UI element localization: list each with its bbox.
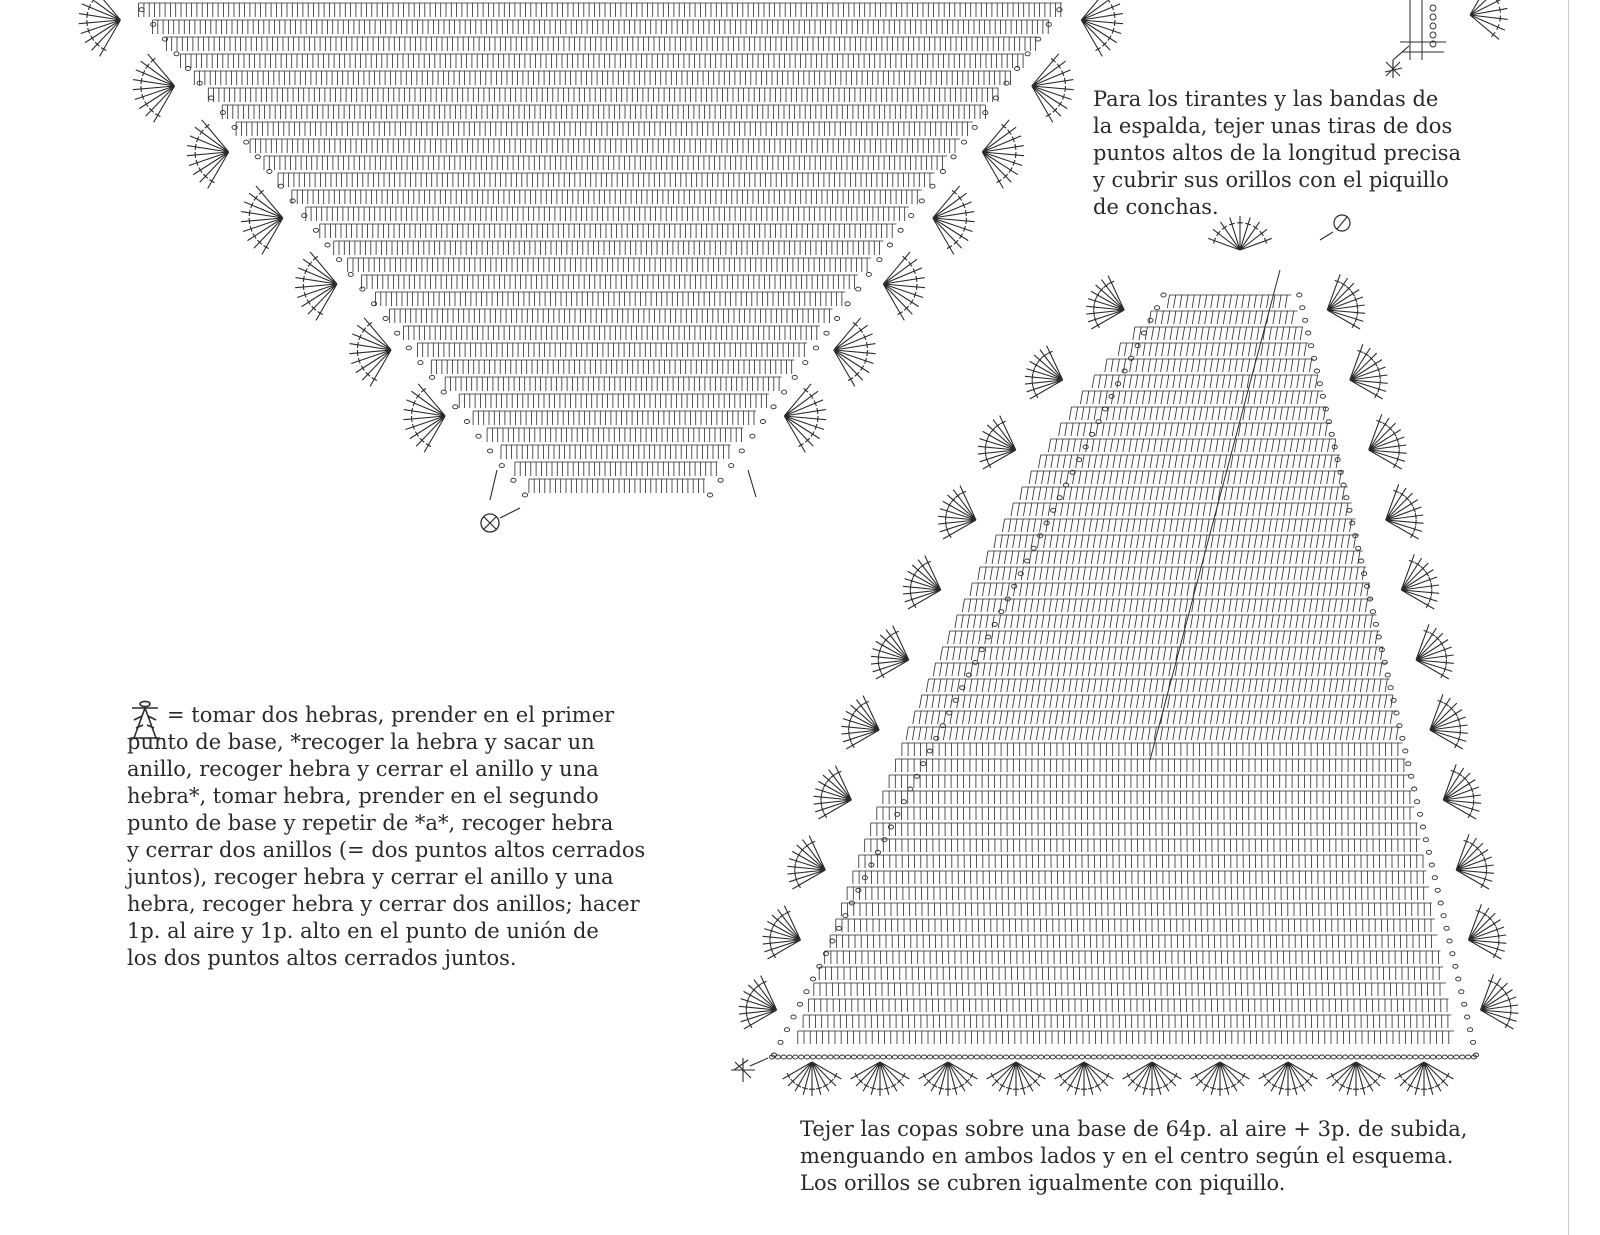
stitch-note-line: y cerrar dos anillos (= dos puntos altos cerrados <box>127 838 646 862</box>
cup-center-decrease <box>1150 270 1280 760</box>
stitch-note-line: = tomar dos hebras, prender en el primer <box>167 703 615 727</box>
shell-fan <box>814 766 852 819</box>
straps-note-line: y cubrir sus orillos con el piquillo <box>1093 168 1449 192</box>
stitch-note-line: hebra, recoger hebra y cerrar dos anillos; hacer <box>127 892 640 916</box>
shell-fan <box>1470 0 1508 39</box>
shell-fan <box>1191 1062 1250 1096</box>
shell-fan <box>79 0 121 56</box>
shell-fan <box>788 836 826 889</box>
shell-fan <box>851 1062 910 1096</box>
stitch-note-line: punto de base y repetir de *a*, recoger hebra <box>127 811 614 835</box>
shell-fan <box>1350 344 1388 399</box>
shell-fan <box>919 1062 978 1096</box>
shell-fan <box>841 696 879 749</box>
shell-fan <box>763 906 801 959</box>
page-edge-line <box>1568 0 1569 1235</box>
straps-note-line: la espalda, tejer unas tiras de dos <box>1093 114 1453 138</box>
chain-loop <box>1430 23 1436 29</box>
straps-note <box>1093 86 1461 221</box>
shell-fan <box>784 384 826 453</box>
cups-note-line: Tejer las copas sobre una base de 64p. al aire + 3p. de subida, <box>800 1117 1468 1141</box>
shell-fan <box>403 384 445 453</box>
cups-note-line: Los orillos se cubren igualmente con piquillo. <box>800 1171 1286 1195</box>
chain-loop <box>1430 5 1436 11</box>
shell-fan <box>1208 216 1272 250</box>
shell-fan <box>1327 1062 1386 1096</box>
shell-fan <box>1327 274 1365 329</box>
shell-fan <box>834 318 876 387</box>
shell-fan <box>883 252 925 321</box>
shell-fan <box>938 486 976 539</box>
shell-fan <box>978 416 1016 469</box>
shell-fan <box>739 976 777 1029</box>
shell-fan <box>1025 346 1063 399</box>
cup-start-icon <box>731 1058 768 1082</box>
shell-fan <box>349 318 391 387</box>
straps-note-line: Para los tirantes y las bandas de <box>1093 87 1439 111</box>
shell-fan <box>1081 0 1123 56</box>
chain-loop <box>1430 32 1436 38</box>
shell-fan <box>871 626 909 679</box>
shell-fan <box>1430 694 1468 749</box>
start-arrow <box>484 508 520 529</box>
shell-fan <box>982 120 1024 189</box>
cups-note <box>800 1116 1467 1197</box>
straps-note-line: de conchas. <box>1093 195 1219 219</box>
shell-fan <box>133 54 175 123</box>
shell-fan <box>1032 54 1074 123</box>
band-stitch-rows <box>139 3 1062 493</box>
shell-fan <box>1259 1062 1318 1096</box>
chain-stitches <box>127 0 527 497</box>
cup-stitch-rows <box>798 295 1454 1044</box>
shell-fan <box>1055 1062 1114 1096</box>
shell-fan <box>1123 1062 1182 1096</box>
stitch-note <box>127 702 645 972</box>
shell-fan <box>903 556 941 609</box>
stitch-note-line: juntos), recoger hebra y cerrar el anillo y una <box>127 865 614 889</box>
shell-fan <box>1468 904 1506 959</box>
straps-note-line: puntos altos de la longitud precisa <box>1093 141 1462 165</box>
shell-fan <box>987 1062 1046 1096</box>
stitch-note-line: hebra*, tomar hebra, prender en el segundo <box>127 784 599 808</box>
shell-fan <box>783 1062 842 1096</box>
shell-fan <box>1443 764 1481 819</box>
chain-stitches <box>707 0 1072 497</box>
shell-fan <box>1456 834 1494 889</box>
strap-fragment <box>1400 0 1446 60</box>
band-chart <box>79 0 1508 532</box>
shell-fan <box>933 186 975 255</box>
shell-fan <box>1416 624 1454 679</box>
shell-fan <box>1401 554 1439 609</box>
stitch-note-line: 1p. al aire y 1p. alto en el punto de unión de <box>127 919 599 943</box>
stitch-note-line: los dos puntos altos cerrados juntos. <box>127 946 517 970</box>
shell-fan <box>1386 484 1424 539</box>
cups-note-line: menguando en ambos lados y en el centro según el esquema. <box>800 1144 1454 1168</box>
shell-fan <box>1481 974 1519 1029</box>
stitch-note-line: punto de base, *recoger la hebra y sacar un <box>127 730 595 754</box>
stitch-note-line: anillo, recoger hebra y cerrar el anillo y una <box>127 757 599 781</box>
chain-stitches <box>769 1055 1476 1059</box>
shell-fan <box>1369 414 1407 469</box>
shell-fan <box>187 120 229 189</box>
chain-loop <box>1430 14 1436 20</box>
shell-fan <box>1086 276 1124 329</box>
shell-fan <box>241 186 283 255</box>
shell-fan <box>1395 1062 1454 1096</box>
shell-fan <box>295 252 337 321</box>
